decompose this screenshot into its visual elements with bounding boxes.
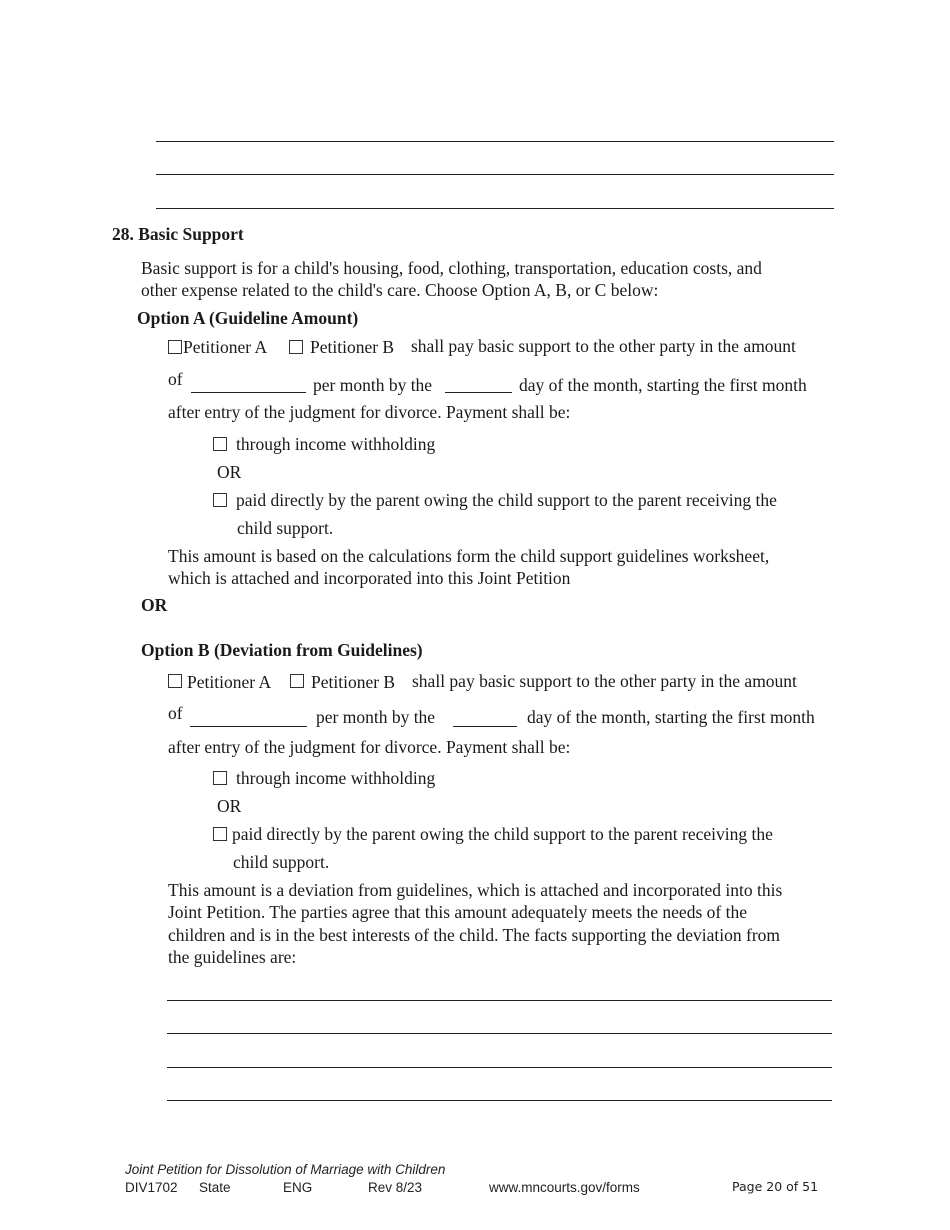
footer-form-code: DIV1702 [125,1180,178,1195]
answer-line[interactable] [156,141,834,142]
option-a-after-entry: after entry of the judgment for divorce. Payment shall be: [168,402,571,422]
deviation-facts-line[interactable] [167,1067,832,1068]
option-b-petitioner-b-label: Petitioner B [311,672,396,692]
option-b-day-field[interactable] [453,726,517,727]
option-a-petitioner-a-label: Petitioner A [183,337,268,357]
option-a-day-field[interactable] [445,392,512,393]
option-b-of: of [168,703,183,723]
footer-language: ENG [283,1180,313,1195]
option-b-deviation-text: Joint Petition. The parties agree that this amount adequately meets the needs of the [168,902,747,922]
deviation-facts-line[interactable] [167,1100,832,1101]
option-b-paid-directly-label: child support. [233,852,330,872]
option-a-amount-field[interactable] [191,392,306,393]
footer-url: www.mncourts.gov/forms [489,1180,640,1195]
option-b-day-of-month: day of the month, starting the first month [527,707,815,727]
option-b-after-entry: after entry of the judgment for divorce. Payment shall be: [168,737,571,757]
option-b-deviation-text: the guidelines are: [168,947,297,967]
option-a-paid-directly-label: child support. [237,518,334,538]
option-b-withholding-label: through income withholding [236,768,436,788]
option-b-amount-field[interactable] [190,726,307,727]
option-a-per-month: per month by the [313,375,433,395]
option-b-per-month: per month by the [316,707,436,727]
or-separator: OR [141,595,168,615]
section-intro: other expense related to the child's care. Choose Option A, B, or C below: [141,280,659,300]
option-a-heading: Option A (Guideline Amount) [137,308,359,328]
option-a-paid-directly-checkbox[interactable] [213,493,227,507]
deviation-facts-line[interactable] [167,1000,832,1001]
option-a-basis: This amount is based on the calculations form the child support guidelines worksheet, [168,546,770,566]
footer-jurisdiction: State [199,1180,231,1195]
option-b-petitioner-a-checkbox[interactable] [168,674,182,688]
option-b-petitioner-b-checkbox[interactable] [290,674,304,688]
option-a-of: of [168,369,183,389]
option-b-paid-directly-checkbox[interactable] [213,827,227,841]
section-title: 28. Basic Support [112,224,244,244]
option-a-petitioner-a-checkbox[interactable] [168,340,182,354]
option-b-deviation-text: This amount is a deviation from guidelines, which is attached and incorporated into this [168,880,783,900]
option-a-shall-pay: shall pay basic support to the other party in the amount [411,336,796,356]
option-b-or: OR [217,796,242,816]
option-a-paid-directly-label: paid directly by the parent owing the child support to the parent receiving the [236,490,777,510]
answer-line[interactable] [156,208,834,209]
option-b-shall-pay: shall pay basic support to the other party in the amount [412,671,797,691]
footer-page-number: Page 20 of 51 [732,1179,819,1194]
option-a-petitioner-b-label: Petitioner B [310,337,395,357]
option-b-paid-directly-label: paid directly by the parent owing the child support to the parent receiving the [232,824,773,844]
deviation-facts-line[interactable] [167,1033,832,1034]
answer-line[interactable] [156,174,834,175]
footer-form-title: Joint Petition for Dissolution of Marriage with Children [125,1162,446,1177]
option-b-withholding-checkbox[interactable] [213,771,227,785]
option-a-withholding-label: through income withholding [236,434,436,454]
option-a-day-of-month: day of the month, starting the first month [519,375,807,395]
option-a-withholding-checkbox[interactable] [213,437,227,451]
option-a-or: OR [217,462,242,482]
option-a-basis: which is attached and incorporated into this Joint Petition [168,568,571,588]
option-b-heading: Option B (Deviation from Guidelines) [141,640,423,660]
section-intro: Basic support is for a child's housing, food, clothing, transportation, education costs, and [141,258,762,278]
option-b-petitioner-a-label: Petitioner A [187,672,272,692]
footer-revision: Rev 8/23 [368,1180,423,1195]
option-b-deviation-text: children and is in the best interests of the child. The facts supporting the deviation from [168,925,781,945]
option-a-petitioner-b-checkbox[interactable] [289,340,303,354]
